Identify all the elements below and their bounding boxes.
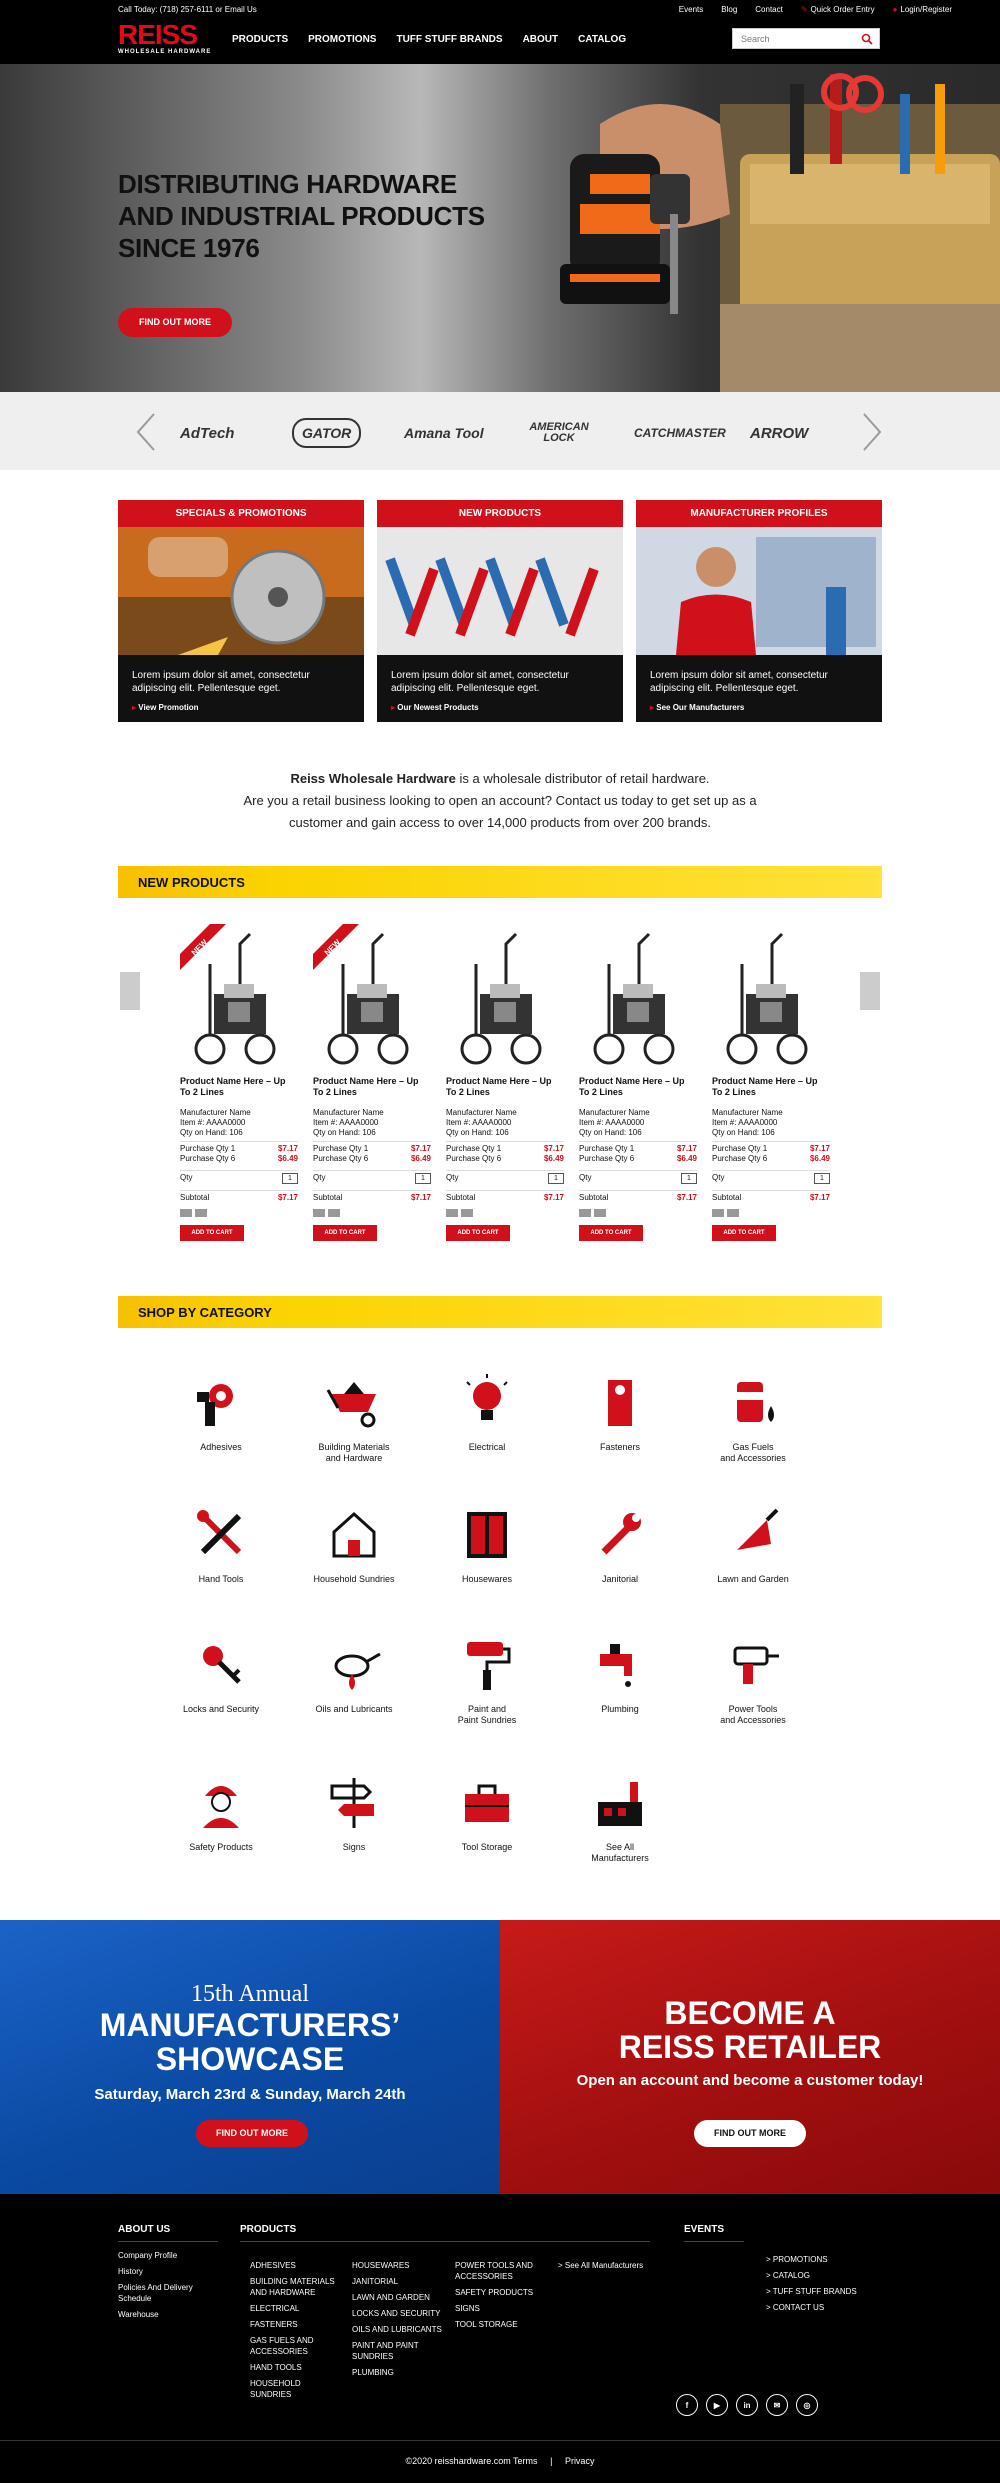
category-label: Tool Storage <box>461 1842 513 1852</box>
window-icon <box>457 1504 517 1564</box>
wrench-icon <box>590 1504 650 1564</box>
price-qty-1: $7.17 <box>410 1144 431 1153</box>
promo-tile-title: MANUFACTURER PROFILES <box>636 500 882 527</box>
utility-link-quick-order[interactable]: ✎ Quick Order Entry <box>800 5 875 14</box>
variant-swatch[interactable] <box>313 1209 325 1217</box>
oil-can-icon <box>324 1634 384 1694</box>
category-tile[interactable] <box>688 1634 818 1726</box>
promo-tile-specials[interactable] <box>118 500 364 722</box>
chevron-right-icon[interactable] <box>856 410 886 454</box>
search-input[interactable] <box>732 28 880 49</box>
category-tile[interactable] <box>422 1372 552 1453</box>
price-qty-1: $7.17 <box>809 1144 830 1153</box>
circular-saw-photo <box>118 527 364 655</box>
pressure-washer-image <box>180 924 290 1074</box>
hand-tools-wall-photo <box>377 527 623 655</box>
promo-tile-link[interactable]: ▸ Our Newest Products <box>391 703 479 712</box>
variant-swatches <box>180 1209 298 1217</box>
product-manufacturer: Manufacturer Name <box>712 1108 783 1117</box>
nav-about[interactable]: ABOUT <box>522 34 559 45</box>
quantity-input[interactable]: 1 <box>814 1173 830 1184</box>
category-label: Adhesives <box>200 1442 242 1452</box>
house-icon <box>324 1504 384 1564</box>
product-manufacturer: Manufacturer Name <box>579 1108 650 1117</box>
facebook-icon[interactable]: f <box>676 2394 698 2416</box>
variant-swatches <box>446 1209 564 1217</box>
product-card[interactable]: Product Name Here – Up To 2 Lines Manufacturer Name Item #: AAAA0000 Qty on Hand: 106 Purchase Qty 1 $7.17 Purchase Qty 6 $6.49 Qty 1 Subtotal $7.17 ADD TO CART <box>712 922 830 1241</box>
showcase-find-out-more-button[interactable]: FIND OUT MORE <box>196 2120 308 2147</box>
footer-products-list-4 <box>558 2260 648 2276</box>
footer-link[interactable]: ELECTRICAL <box>250 2304 300 2313</box>
toolbox-icon <box>457 1772 517 1832</box>
variant-swatches <box>579 1209 697 1217</box>
key-icon <box>191 1634 251 1694</box>
brand-logo-catchmaster[interactable]: CATCHMASTER <box>634 426 726 440</box>
category-label: Oils and Lubricants <box>315 1704 393 1714</box>
site-footer <box>0 2194 1000 2483</box>
product-qty-on-hand: Qty on Hand: 106 <box>446 1128 509 1137</box>
footer-link[interactable]: Company Profile <box>118 2251 178 2260</box>
manufacturers-showcase-banner[interactable] <box>0 1920 500 2194</box>
footer-heading: PRODUCTS <box>240 2224 650 2242</box>
footer-heading: EVENTS <box>684 2224 744 2242</box>
utility-links <box>679 5 952 14</box>
footer-link[interactable]: SAFETY PRODUCTS <box>455 2288 534 2297</box>
footer-link[interactable]: HAND TOOLS <box>250 2363 302 2372</box>
add-to-cart-button[interactable]: ADD TO CART <box>712 1225 776 1241</box>
add-to-cart-button[interactable]: ADD TO CART <box>446 1225 510 1241</box>
category-label: Hand Tools <box>198 1574 244 1584</box>
variant-swatch[interactable] <box>579 1209 591 1217</box>
footer-products-column <box>240 2224 650 2250</box>
variant-swatch[interactable] <box>328 1209 340 1217</box>
footer-link[interactable]: TOOL STORAGE <box>455 2320 518 2329</box>
subtotal-value: $7.17 <box>410 1193 431 1202</box>
variant-swatch[interactable] <box>727 1209 739 1217</box>
category-tile[interactable] <box>422 1634 552 1726</box>
product-item-number: Item #: AAAA0000 <box>712 1118 778 1127</box>
pencil-icon: ✎ <box>800 5 808 14</box>
brand-carousel <box>0 392 1000 470</box>
variant-swatches <box>712 1209 830 1217</box>
product-qty-on-hand: Qty on Hand: 106 <box>712 1128 775 1137</box>
carousel-next-button[interactable] <box>860 972 880 1010</box>
new-products-heading-bar <box>118 866 882 898</box>
product-manufacturer: Manufacturer Name <box>313 1108 384 1117</box>
logo-wordmark: REISS <box>118 19 198 50</box>
footer-link[interactable]: GAS FUELS AND ACCESSORIES <box>250 2336 314 2356</box>
pressure-washer-image <box>446 924 556 1074</box>
add-to-cart-button[interactable]: ADD TO CART <box>313 1225 377 1241</box>
shop-by-category-heading-bar <box>118 1296 882 1328</box>
footer-link[interactable]: > PROMOTIONS <box>766 2255 828 2264</box>
price-qty-6: $6.49 <box>676 1154 697 1163</box>
quantity-input[interactable]: 1 <box>282 1173 298 1184</box>
promo-tile-text: Lorem ipsum dolor sit amet, consectetur adipiscing elit. Pellentesque eget. <box>391 670 569 694</box>
footer-link[interactable]: LOCKS AND SECURITY <box>352 2309 441 2318</box>
category-tile[interactable] <box>555 1772 685 1864</box>
footer-events-column <box>684 2224 744 2250</box>
category-label: Gas Fuels and Accessories <box>720 1442 786 1463</box>
brand-logo-amana-tool[interactable]: Amana Tool <box>404 425 484 441</box>
store-employee-photo <box>636 527 882 655</box>
footer-link[interactable]: BUILDING MATERIALS AND HARDWARE <box>250 2277 335 2297</box>
utility-link-contact[interactable]: Contact <box>755 5 783 14</box>
product-card[interactable]: Product Name Here – Up To 2 Lines Manufacturer Name Item #: AAAA0000 Qty on Hand: 106 Purchase Qty 1 $7.17 Purchase Qty 6 $6.49 Qty 1 Subtotal $7.17 ADD TO CART <box>446 922 564 1241</box>
footer-link[interactable]: PLUMBING <box>352 2368 394 2377</box>
subtotal-value: $7.17 <box>676 1193 697 1202</box>
category-tile[interactable] <box>289 1372 419 1464</box>
product-manufacturer: Manufacturer Name <box>180 1108 251 1117</box>
drill-in-hand-illustration <box>540 64 1000 392</box>
new-badge: NEW <box>189 937 210 958</box>
product-item-number: Item #: AAAA0000 <box>313 1118 379 1127</box>
adhesive-gun-icon <box>191 1372 251 1432</box>
variant-swatch[interactable] <box>446 1209 458 1217</box>
promo-tile-title: SPECIALS & PROMOTIONS <box>118 500 364 527</box>
category-label: Fasteners <box>599 1442 641 1452</box>
top-bar <box>0 0 1000 64</box>
footer-link[interactable]: History <box>118 2267 143 2276</box>
product-name[interactable]: Product Name Here – Up To 2 Lines <box>446 1076 552 1097</box>
carousel-prev-button[interactable] <box>120 972 140 1010</box>
drill-icon <box>723 1634 783 1694</box>
footer-link[interactable]: > CATALOG <box>766 2271 810 2280</box>
copyright-terms-link[interactable]: ©2020 reisshardware.com Terms <box>405 2456 538 2466</box>
linkedin-icon[interactable]: in <box>736 2394 758 2416</box>
category-label: Janitorial <box>601 1574 639 1584</box>
category-tile[interactable] <box>289 1504 419 1585</box>
brand-logo-gator[interactable]: GATOR <box>292 418 361 448</box>
brand-logo-american-lock[interactable]: AMERICAN LOCK <box>529 421 589 444</box>
search-icon[interactable] <box>861 33 873 45</box>
footer-events-links <box>766 2254 886 2318</box>
product-card[interactable]: Product Name Here – Up To 2 Lines Manufacturer Name Item #: AAAA0000 Qty on Hand: 106 Purchase Qty 1 $7.17 Purchase Qty 6 $6.49 Qty 1 Subtotal $7.17 ADD TO CART <box>579 922 697 1241</box>
subtotal-value: $7.17 <box>543 1193 564 1202</box>
category-label: Housewares <box>461 1574 513 1584</box>
footer-link[interactable]: HOUSEHOLD SUNDRIES <box>250 2379 301 2399</box>
product-qty-on-hand: Qty on Hand: 106 <box>313 1128 376 1137</box>
user-icon: ● <box>892 5 898 14</box>
quantity-input[interactable]: 1 <box>415 1173 431 1184</box>
category-label: Lawn and Garden <box>717 1574 789 1584</box>
subtotal-value: $7.17 <box>809 1193 830 1202</box>
footer-link[interactable]: SIGNS <box>455 2304 480 2313</box>
category-label: Signs <box>342 1842 366 1852</box>
showcase-dates: Saturday, March 23rd & Sunday, March 24th <box>94 2086 406 2103</box>
price-qty-1: $7.17 <box>277 1144 298 1153</box>
promo-tile-text: Lorem ipsum dolor sit amet, consectetur adipiscing elit. Pellentesque eget. <box>650 670 828 694</box>
footer-divider <box>0 2440 1000 2441</box>
product-qty-on-hand: Qty on Hand: 106 <box>180 1128 243 1137</box>
email-icon[interactable]: ✉ <box>766 2394 788 2416</box>
showcase-title-line1: MANUFACTURERS’ <box>99 2007 401 2043</box>
section-title: NEW PRODUCTS <box>138 875 245 890</box>
utility-link-login[interactable]: ● Login/Register <box>892 5 952 14</box>
promo-tile-link[interactable]: ▸ View Promotion <box>132 703 199 712</box>
category-tile[interactable] <box>156 1372 286 1453</box>
footer-products-list-1 <box>250 2260 340 2405</box>
nav-catalog[interactable]: CATALOG <box>578 34 627 45</box>
footer-link[interactable]: PAINT AND PAINT SUNDRIES <box>352 2341 419 2361</box>
brand-logo-adtech[interactable]: AdTech <box>180 424 235 442</box>
category-label: Paint and Paint Sundries <box>457 1704 517 1725</box>
subtotal-value: $7.17 <box>277 1193 298 1202</box>
footer-link[interactable]: > See All Manufacturers <box>558 2261 644 2270</box>
product-name[interactable]: Product Name Here – Up To 2 Lines <box>180 1076 286 1097</box>
footer-link[interactable]: JANITORIAL <box>352 2277 399 2286</box>
category-label: See All Manufacturers <box>591 1842 649 1863</box>
product-name[interactable]: Product Name Here – Up To 2 Lines <box>579 1076 685 1097</box>
price-qty-6: $6.49 <box>277 1154 298 1163</box>
price-qty-6: $6.49 <box>410 1154 431 1163</box>
trowel-icon <box>723 1504 783 1564</box>
door-hanger-icon <box>590 1372 650 1432</box>
category-tile[interactable] <box>688 1504 818 1585</box>
pressure-washer-image <box>579 924 689 1074</box>
quantity-input[interactable]: 1 <box>548 1173 564 1184</box>
product-name[interactable]: Product Name Here – Up To 2 Lines <box>313 1076 419 1097</box>
price-qty-6: $6.49 <box>809 1154 830 1163</box>
product-item-number: Item #: AAAA0000 <box>579 1118 645 1127</box>
category-tile[interactable] <box>289 1634 419 1715</box>
footer-link[interactable]: FASTENERS <box>250 2320 298 2329</box>
product-item-number: Item #: AAAA0000 <box>446 1118 512 1127</box>
showcase-edition: 15th Annual <box>191 1981 309 2007</box>
utility-link-events[interactable]: Events <box>678 5 704 14</box>
category-tile[interactable] <box>422 1772 552 1853</box>
category-tile[interactable] <box>156 1634 286 1715</box>
privacy-link[interactable]: Privacy <box>564 2456 595 2466</box>
lightbulb-icon <box>457 1372 517 1432</box>
call-today-text[interactable]: Call Today: (718) 257-6111 or Email Us <box>118 5 257 14</box>
category-tile[interactable] <box>555 1634 685 1715</box>
nav-tuff-stuff-brands[interactable]: TUFF STUFF BRANDS <box>396 34 503 45</box>
category-tile[interactable] <box>422 1504 552 1585</box>
variant-swatch[interactable] <box>195 1209 207 1217</box>
product-card[interactable]: NEW Product Name Here – Up To 2 Lines Manufacturer Name Item #: AAAA0000 Qty on Hand: 106 Purchase Qty 1 $7.17 Purchase Qty 6 $6.49 Qty 1 Subtotal $7.17 ADD TO CART <box>180 922 298 1241</box>
product-name[interactable]: Product Name Here – Up To 2 Lines <box>712 1076 818 1097</box>
category-tile[interactable] <box>156 1504 286 1585</box>
category-tile[interactable] <box>555 1372 685 1453</box>
promo-tile-text: Lorem ipsum dolor sit amet, consectetur adipiscing elit. Pellentesque eget. <box>132 670 310 694</box>
footer-link[interactable]: HOUSEWARES <box>352 2261 410 2270</box>
category-tile[interactable] <box>156 1772 286 1853</box>
promo-tile-title: NEW PRODUCTS <box>377 500 623 527</box>
footer-link[interactable]: OILS AND LUBRICANTS <box>352 2325 442 2334</box>
main-nav <box>232 34 626 45</box>
promo-tile-new-products[interactable] <box>377 500 623 722</box>
footer-link[interactable]: > CONTACT US <box>766 2303 825 2312</box>
footer-link[interactable]: POWER TOOLS AND ACCESSORIES <box>455 2261 533 2281</box>
search-placeholder: Search <box>741 34 770 44</box>
paint-roller-icon <box>457 1634 517 1694</box>
category-label: Locks and Security <box>182 1704 260 1714</box>
factory-icon <box>590 1772 650 1832</box>
retailer-title-line1: BECOME A <box>664 1995 836 2031</box>
category-label: Building Materials and Hardware <box>318 1442 390 1463</box>
footer-link[interactable]: Policies And Delivery Schedule <box>118 2283 193 2303</box>
product-manufacturer: Manufacturer Name <box>446 1108 517 1117</box>
pressure-washer-image <box>712 924 822 1074</box>
hero-find-out-more-button[interactable]: FIND OUT MORE <box>118 308 232 337</box>
variant-swatch[interactable] <box>180 1209 192 1217</box>
pressure-washer-image <box>313 924 423 1074</box>
utility-link-blog[interactable]: Blog <box>721 5 738 14</box>
quantity-input[interactable]: 1 <box>681 1173 697 1184</box>
category-tile[interactable] <box>688 1372 818 1464</box>
wrench-screwdriver-icon <box>191 1504 251 1564</box>
chevron-left-icon[interactable] <box>132 410 162 454</box>
fuel-can-icon <box>723 1372 783 1432</box>
footer-legal: ©2020 reisshardware.com Terms | Privacy <box>405 2456 595 2466</box>
retailer-title-line2: REISS RETAILER <box>618 2029 882 2065</box>
footer-link[interactable]: > TUFF STUFF BRANDS <box>766 2287 857 2296</box>
variant-swatch[interactable] <box>712 1209 724 1217</box>
promo-tile-link[interactable]: ▸ See Our Manufacturers <box>650 703 745 712</box>
footer-products-list-3 <box>455 2260 545 2335</box>
social-links <box>676 2394 818 2416</box>
footer-about-column <box>118 2224 218 2325</box>
category-tile[interactable] <box>555 1504 685 1585</box>
instagram-icon[interactable]: ◎ <box>796 2394 818 2416</box>
variant-swatches <box>313 1209 431 1217</box>
category-label: Safety Products <box>189 1842 253 1852</box>
youtube-icon[interactable]: ▶ <box>706 2394 728 2416</box>
price-qty-6: $6.49 <box>543 1154 564 1163</box>
category-tile[interactable] <box>289 1772 419 1853</box>
price-qty-1: $7.17 <box>676 1144 697 1153</box>
signpost-icon <box>324 1772 384 1832</box>
logo-subtitle: WHOLESALE HARDWARE <box>118 49 212 55</box>
footer-link[interactable]: ADHESIVES <box>250 2261 296 2270</box>
wheelbarrow-icon <box>324 1372 384 1432</box>
retailer-subtitle: Open an account and become a customer today! <box>576 2072 924 2089</box>
brand-logo-arrow[interactable]: ARROW <box>750 424 809 442</box>
faucet-icon <box>590 1634 650 1694</box>
footer-link[interactable]: Warehouse <box>118 2310 159 2319</box>
new-badge: NEW <box>322 937 343 958</box>
variant-swatch[interactable] <box>461 1209 473 1217</box>
add-to-cart-button[interactable]: ADD TO CART <box>180 1225 244 1241</box>
footer-products-list-2 <box>352 2260 442 2383</box>
become-retailer-banner[interactable] <box>500 1920 1000 2194</box>
product-item-number: Item #: AAAA0000 <box>180 1118 246 1127</box>
hero-banner <box>0 64 1000 392</box>
category-label: Electrical <box>468 1442 506 1452</box>
footer-link[interactable]: LAWN AND GARDEN <box>352 2293 430 2302</box>
site-logo[interactable] <box>118 19 212 56</box>
retailer-find-out-more-button[interactable]: FIND OUT MORE <box>694 2120 806 2147</box>
variant-swatch[interactable] <box>594 1209 606 1217</box>
hero-headline: DISTRIBUTING HARDWARE AND INDUSTRIAL PRODUCTS SINCE 1976 <box>118 169 485 263</box>
hard-hat-worker-icon <box>191 1772 251 1832</box>
nav-promotions[interactable]: PROMOTIONS <box>308 34 377 45</box>
promo-tile-manufacturer-profiles[interactable] <box>636 500 882 722</box>
intro-paragraph: Reiss Wholesale Hardware is a wholesale distributor of retail hardware. Are you a retail business looking to open an account? Contact us today to get set up as a customer and gain access to over 14,000 products from over 200 brands. <box>243 771 757 830</box>
category-label: Power Tools and Accessories <box>720 1704 786 1725</box>
showcase-title-line2: SHOWCASE <box>155 2041 345 2077</box>
product-card[interactable]: NEW Product Name Here – Up To 2 Lines Manufacturer Name Item #: AAAA0000 Qty on Hand: 106 Purchase Qty 1 $7.17 Purchase Qty 6 $6.49 Qty 1 Subtotal $7.17 ADD TO CART <box>313 922 431 1241</box>
product-qty-on-hand: Qty on Hand: 106 <box>579 1128 642 1137</box>
price-qty-1: $7.17 <box>543 1144 564 1153</box>
add-to-cart-button[interactable]: ADD TO CART <box>579 1225 643 1241</box>
nav-products[interactable]: PRODUCTS <box>232 34 289 45</box>
category-label: Plumbing <box>601 1704 639 1714</box>
footer-heading: ABOUT US <box>118 2224 218 2242</box>
category-label: Household Sundries <box>313 1574 395 1584</box>
section-title: SHOP BY CATEGORY <box>138 1305 272 1320</box>
